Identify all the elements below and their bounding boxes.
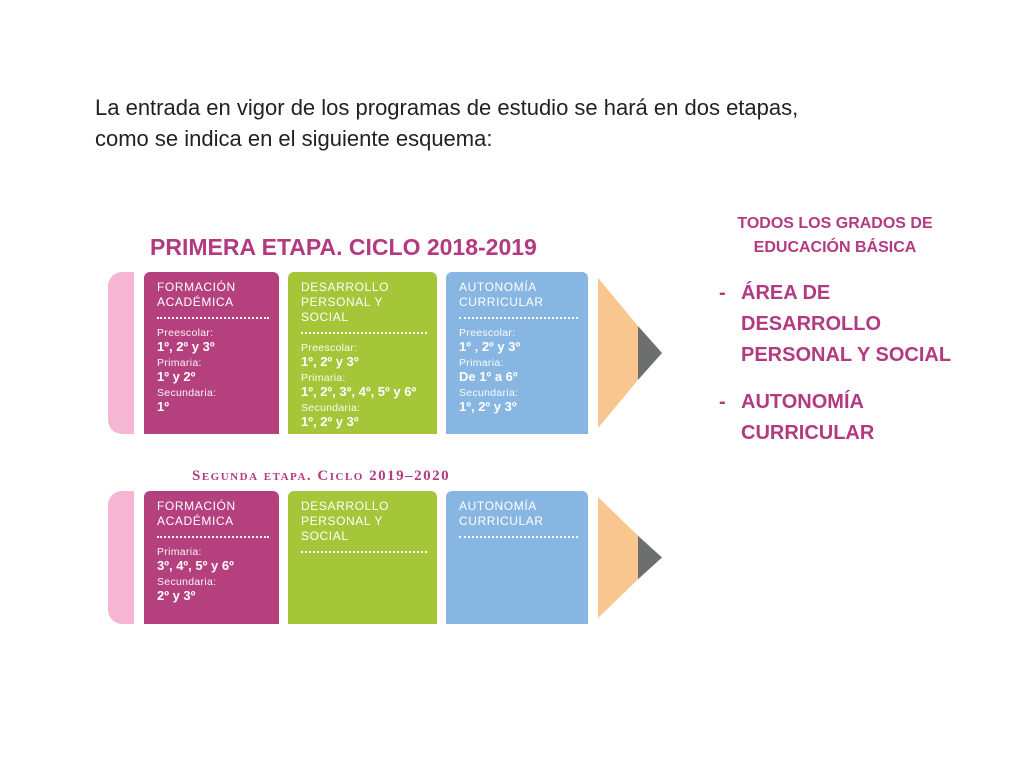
stage1-column-formacion-academica bbox=[144, 272, 279, 434]
column-header bbox=[301, 499, 427, 544]
column-header-line-1: DESARROLLO bbox=[301, 499, 390, 513]
stage1-column-autonomia-curricular bbox=[446, 272, 588, 434]
grades-value: 1º, 2º, 3º, 4º, 5º y 6º bbox=[301, 384, 417, 399]
grades-value: 1º bbox=[157, 399, 169, 414]
level-label: Preescolar: bbox=[301, 342, 358, 354]
stage2-column-desarrollo-personal-social bbox=[288, 491, 437, 624]
dotted-divider bbox=[459, 536, 578, 538]
column-header-line-2: CURRICULAR bbox=[459, 295, 544, 309]
side-note-item-line-2: CURRICULAR bbox=[741, 422, 875, 444]
dotted-divider bbox=[301, 332, 427, 334]
side-note-item-desarrollo bbox=[719, 278, 970, 371]
pencil-lead-shape bbox=[638, 536, 662, 580]
pencil-wood-shape bbox=[598, 497, 638, 618]
column-header-line-1: AUTONOMÍA bbox=[459, 280, 537, 294]
side-note bbox=[700, 212, 970, 449]
stage2-pencil-diagram bbox=[108, 491, 664, 624]
column-header bbox=[459, 499, 578, 529]
grades-value: 1º, 2º y 3º bbox=[459, 399, 517, 414]
grades-value: 2º y 3º bbox=[157, 588, 196, 603]
level-label: Primaria: bbox=[459, 357, 504, 369]
dotted-divider bbox=[157, 317, 269, 319]
dotted-divider bbox=[459, 317, 578, 319]
dotted-divider bbox=[301, 551, 427, 553]
column-header bbox=[459, 280, 578, 310]
pencil-wood-shape bbox=[598, 278, 638, 428]
side-note-title bbox=[700, 212, 970, 260]
column-header bbox=[157, 280, 269, 310]
column-header bbox=[301, 280, 427, 325]
column-header-line-1: FORMACIÓN bbox=[157, 280, 236, 294]
dotted-divider bbox=[157, 536, 269, 538]
grades-value: 3º, 4º, 5º y 6º bbox=[157, 558, 234, 573]
pencil-tip bbox=[598, 278, 662, 428]
level-label: Primaria: bbox=[301, 372, 346, 384]
level-label: Preescolar: bbox=[157, 327, 214, 339]
level-label: Secundaria: bbox=[301, 402, 361, 414]
level-label: Primaria: bbox=[157, 357, 202, 369]
grades-value: De 1º a 6º bbox=[459, 369, 518, 384]
side-note-title-line-1: TODOS LOS GRADOS DE bbox=[737, 215, 933, 232]
intro-line-2: como se indica en el siguiente esquema: bbox=[95, 126, 493, 151]
stage1-pencil-diagram bbox=[108, 272, 664, 434]
intro-text bbox=[95, 92, 955, 154]
pencil-tip-icon bbox=[598, 278, 662, 428]
pencil-eraser bbox=[108, 272, 134, 434]
side-note-item-line-1: AUTONOMÍA bbox=[741, 391, 864, 413]
level-label: Secundaria: bbox=[157, 576, 217, 588]
stage1-column-desarrollo-personal-social bbox=[288, 272, 437, 434]
level-label: Secundaria: bbox=[459, 387, 519, 399]
column-header-line-1: AUTONOMÍA bbox=[459, 499, 537, 513]
level-label: Secundaria: bbox=[157, 387, 217, 399]
grades-value: 1º, 2º y 3º bbox=[301, 354, 359, 369]
grades-value: 1º y 2º bbox=[157, 369, 196, 384]
column-header-line-2: PERSONAL Y SOCIAL bbox=[301, 295, 383, 324]
grades-value: 1º, 2º y 3º bbox=[301, 414, 359, 429]
level-label: Preescolar: bbox=[459, 327, 516, 339]
pencil-tip bbox=[598, 497, 662, 618]
column-header-line-2: PERSONAL Y SOCIAL bbox=[301, 514, 383, 543]
column-header-line-2: ACADÉMICA bbox=[157, 295, 234, 309]
column-header-line-2: ACADÉMICA bbox=[157, 514, 234, 528]
pencil-eraser bbox=[108, 491, 134, 624]
side-note-item-autonomia bbox=[719, 387, 970, 449]
stage2-column-autonomia-curricular bbox=[446, 491, 588, 624]
side-note-item-line-2: PERSONAL Y SOCIAL bbox=[741, 344, 952, 366]
column-header-line-1: FORMACIÓN bbox=[157, 499, 236, 513]
stage2-column-formacion-academica bbox=[144, 491, 279, 624]
stage2-title: Segunda etapa. Ciclo 2019–2020 bbox=[192, 468, 451, 484]
column-header-line-1: DESARROLLO bbox=[301, 280, 390, 294]
pencil-lead-shape bbox=[638, 326, 662, 380]
bullet-dash: - bbox=[719, 391, 726, 413]
grades-value: 1º, 2º y 3º bbox=[157, 339, 215, 354]
side-note-item-line-1: ÁREA DE DESARROLLO bbox=[741, 282, 881, 335]
pencil-tip-icon bbox=[598, 497, 662, 618]
bullet-dash: - bbox=[719, 282, 726, 304]
grades-value: 1º , 2º y 3º bbox=[459, 339, 521, 354]
column-header-line-2: CURRICULAR bbox=[459, 514, 544, 528]
stage1-title: PRIMERA ETAPA. CICLO 2018-2019 bbox=[150, 234, 537, 260]
level-label: Primaria: bbox=[157, 546, 202, 558]
intro-line-1: La entrada en vigor de los programas de estudio se hará en dos etapas, bbox=[95, 95, 799, 120]
column-header bbox=[157, 499, 269, 529]
side-note-title-line-2: EDUCACIÓN BÁSICA bbox=[753, 239, 917, 256]
